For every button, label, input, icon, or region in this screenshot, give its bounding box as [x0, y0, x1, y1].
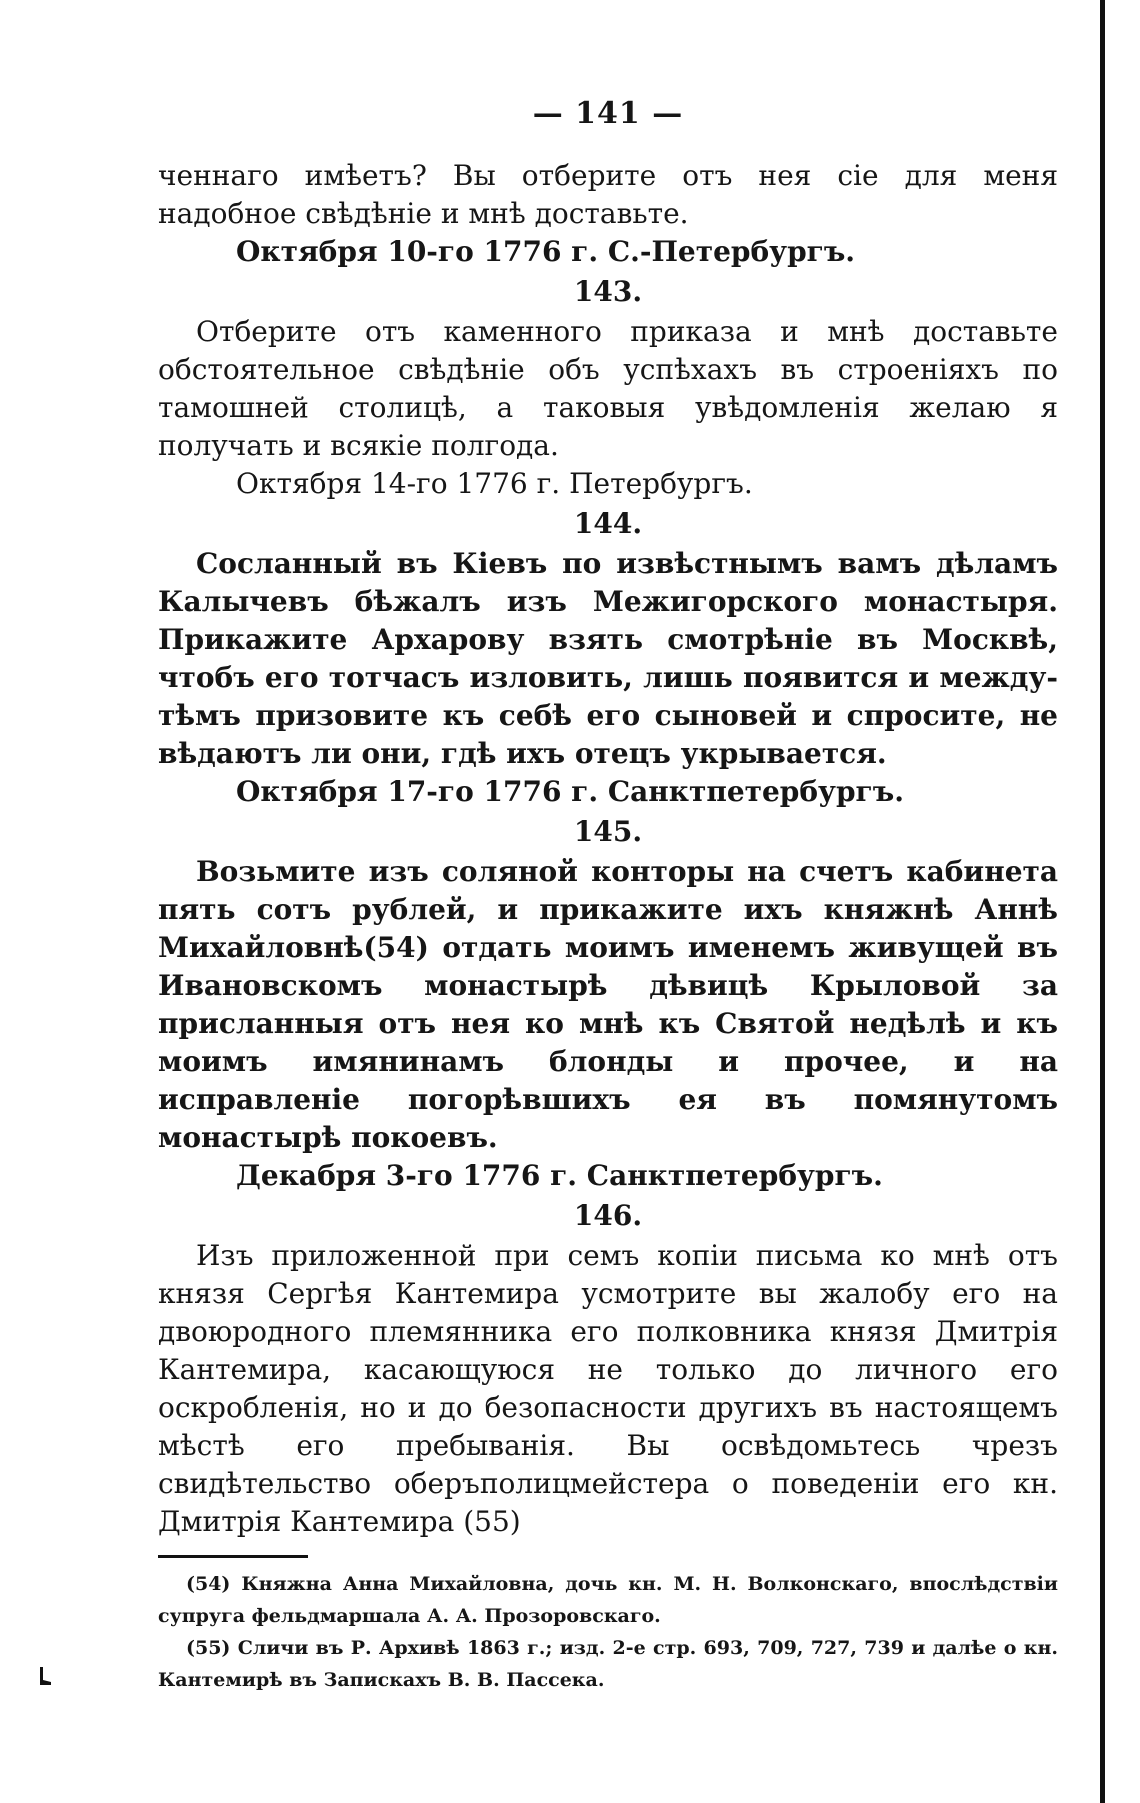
letter-date-142: Октября 10-го 1776 г. С.-Петербургъ. [236, 235, 856, 268]
letter-text-143: Отберите отъ каменного приказа и мнѣ доставьте обстоятельное свѣдѣніе объ успѣхахъ въ строеніяхъ по тамошней столицѣ, а таковыя увѣдомленія желаю я получать и всякіе полгода. [158, 315, 1058, 462]
footnote-54: (54) Княжна Анна Михайловна, дочь кн. М. Н. Волконскаго, впослѣдствіи супруга фельдмаршала А. А. Прозоровскаго. [158, 1573, 1058, 1627]
letter-date-143: Октября 14-го 1776 г. Петербургъ. [236, 467, 753, 500]
letter-number-144: 144. [573, 507, 643, 540]
footnote-separator [158, 1555, 308, 1558]
letter-number-145: 145. [573, 815, 643, 848]
footnote-55: (55) Сличи въ Р. Архивѣ 1863 г.; изд. 2-е стр. 693, 709, 727, 739 и далѣе о кн. Кантемирѣ въ Запискахъ В. В. Пассека. [158, 1637, 1058, 1691]
corner-mark-icon [38, 1667, 52, 1685]
page-number: — 141 — [532, 96, 684, 131]
footnote-ref-55: (55) [463, 1505, 521, 1538]
letter-text-144: Сосланный въ Кіевъ по извѣстнымъ вамъ дѣламъ Калычевъ бѣжалъ изъ Межигорского монастыря. Прикажите Архарову взять смотрѣніе въ Москвѣ, чтобъ его тотчасъ изловить, лишь появится и между-тѣмъ призовите къ себѣ его сыновей и спросите, не вѣдаютъ ли они, гдѣ ихъ отецъ укрывается. [158, 547, 1058, 770]
book-page [158, 96, 1058, 1696]
footnote-ref-54: (54) [363, 931, 429, 964]
letter-number-146: 146. [573, 1199, 643, 1232]
letter-text-145 [158, 853, 1058, 1157]
letter-date-144: Октября 17-го 1776 г. Санктпетербургъ. [236, 775, 904, 808]
letter-date-145: Декабря 3-го 1776 г. Санктпетербургъ. [236, 1159, 883, 1192]
continued-paragraph: ченнаго имѣетъ? Вы отберите отъ нея сіе для меня надобное свѣдѣніе и мнѣ доставьте. [158, 159, 1058, 230]
letter-number-143: 143. [573, 275, 643, 308]
letter-text-146-part-a: Изъ приложенной при семъ копіи письма ко мнѣ отъ князя Сергѣя Кантемира усмотрите вы жалобу его на двоюродного племянника его полковника князя Дмитрія Кантемира, касающуюся не только до личного его оскробленія, но и до безопасности другихъ въ настоящемъ мѣстѣ его пребыванія. Вы освѣдомьтесь чрезъ свидѣтельство оберъполицмейстера о поведеніи его кн. Дмитрія Кантемира [158, 1239, 1058, 1538]
letter-text-146 [158, 1237, 1058, 1541]
letter-text-145-part-b: отдать моимъ именемъ живущей въ Ивановскомъ монастырѣ дѣвицѣ Крыловой за присланныя отъ нея ко мнѣ къ Святой недѣлѣ и къ моимъ имянинамъ блонды и прочее, и на исправленіе погорѣвшихъ ея въ помянутомъ монастырѣ покоевъ. [158, 931, 1058, 1154]
letter-text-145-part-a: Возьмите изъ соляной конторы на счетъ кабинета пять сотъ рублей, и прикажите ихъ княжнѣ Аннѣ Михайловнѣ [158, 855, 1058, 964]
page-edge-line [1100, 0, 1105, 1803]
